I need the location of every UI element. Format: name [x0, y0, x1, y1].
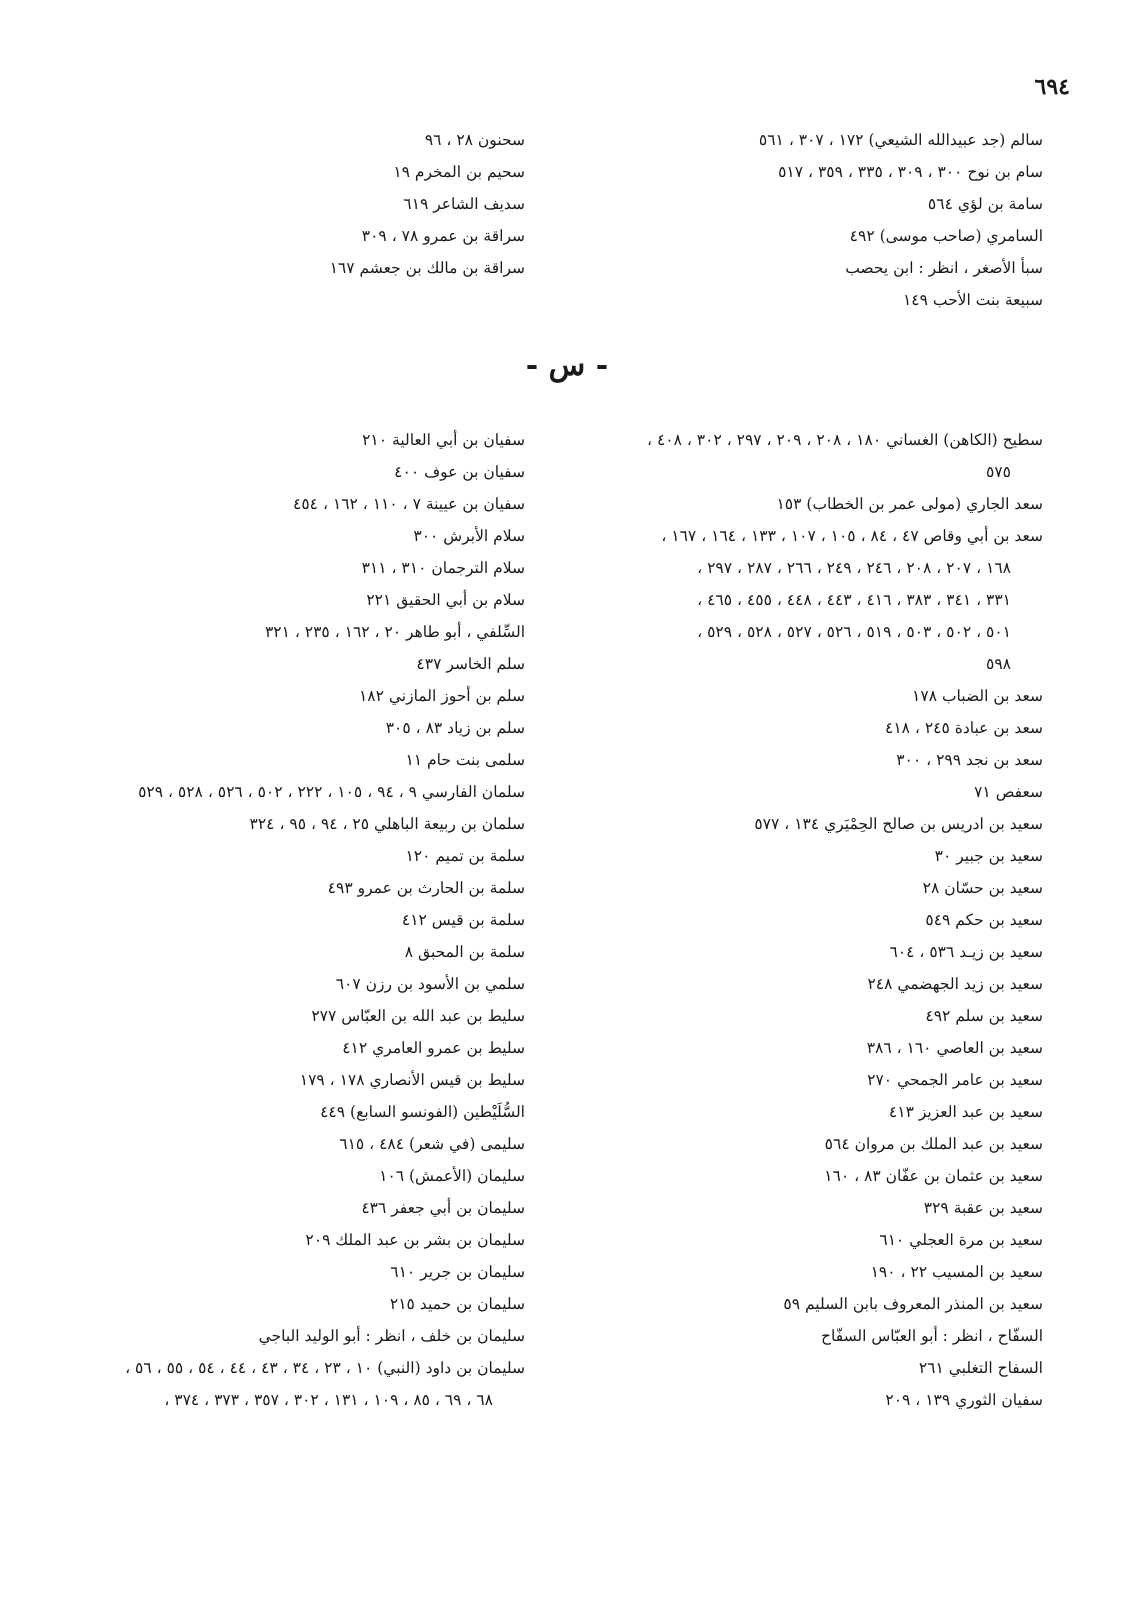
index-entry: سعيد بن زيـد ٥٣٦ ، ٦٠٤ — [889, 943, 1043, 961]
index-entry: سعيد بن زيد الجهضمي ٢٤٨ — [867, 975, 1043, 993]
index-entry: سعد بن الضباب ١٧٨ — [912, 687, 1043, 705]
index-entry-continuation: ٦٨ ، ٦٩ ، ٨٥ ، ١٠٩ ، ١٣١ ، ٣٠٢ ، ٣٥٧ ، ٣٧٣ ، ٣٧٤ ، — [164, 1391, 493, 1409]
index-entry: سديف الشاعر ٦١٩ — [403, 195, 525, 213]
index-entry: سليمان بن خلف ، انظر : أبو الوليد الباجي — [258, 1327, 525, 1345]
index-entry: السامري (صاحب موسى) ٤٩٢ — [849, 227, 1043, 245]
index-entry: سلم بن زياد ٨٣ ، ٣٠٥ — [385, 719, 525, 737]
index-entry: سعد بن عبادة ٢٤٥ ، ٤١٨ — [885, 719, 1043, 737]
index-entry: سعيد بن جبير ٣٠ — [934, 847, 1043, 865]
index-entry: سعد بن نجد ٢٩٩ ، ٣٠٠ — [896, 751, 1043, 769]
index-entry-continuation: ١٦٨ ، ٢٠٧ ، ٢٠٨ ، ٢٤٦ ، ٢٤٩ ، ٢٦٦ ، ٢٨٧ ، ٢٩٧ ، — [697, 559, 1011, 577]
index-entry: سام بن نوح ٣٠٠ ، ٣٠٩ ، ٣٣٥ ، ٣٥٩ ، ٥١٧ — [778, 163, 1043, 181]
index-column-right — [560, 424, 1043, 1416]
index-entry: سعيد بن عامر الجمحي ٢٧٠ — [867, 1071, 1043, 1089]
index-entry: سليط بن عبد الله بن العبّاس ٢٧٧ — [311, 1007, 525, 1025]
index-entry: سعيد بن المسيب ٢٢ ، ١٩٠ — [870, 1263, 1043, 1281]
index-entry: سبيعة بنت الأحب ١٤٩ — [902, 291, 1043, 309]
section-heading: - س - — [525, 348, 609, 383]
index-entry: سليط بن عمرو العامري ٤١٢ — [342, 1039, 525, 1057]
index-entry: سعيد بن مرة العجلي ٦١٠ — [879, 1231, 1043, 1249]
index-entry: سطيح (الكاهن) الغساني ١٨٠ ، ٢٠٨ ، ٢٠٩ ، ٢٩٧ ، ٣٠٢ ، ٤٠٨ ، — [647, 431, 1043, 449]
index-entry: سلمي بن الأسود بن رزن ٦٠٧ — [335, 975, 525, 993]
index-entry: سليمان بن حميد ٢١٥ — [389, 1295, 525, 1313]
index-entry: سراقة بن مالك بن جعشم ١٦٧ — [329, 259, 525, 277]
index-entry: سفيان بن عيينة ٧ ، ١١٠ ، ١٦٢ ، ٤٥٤ — [293, 495, 525, 513]
index-entry: السِّلفي ، أبو طاهر ٢٠ ، ١٦٢ ، ٢٣٥ ، ٣٢١ — [264, 623, 525, 641]
index-entry: سراقة بن عمرو ٧٨ ، ٣٠٩ — [361, 227, 525, 245]
index-entry: سفيان بن أبي العالية ٢١٠ — [362, 431, 525, 449]
index-entry: سليمان (الأعمش) ١٠٦ — [379, 1167, 525, 1185]
index-column-top-right — [560, 124, 1043, 316]
index-entry: سليمان بن داود (النبي) ١٠ ، ٢٣ ، ٣٤ ، ٤٣ ، ٤٤ ، ٥٤ ، ٥٥ ، ٥٦ ، — [125, 1359, 525, 1377]
index-column-left — [40, 424, 525, 1416]
index-entry-continuation: ٥٩٨ — [986, 655, 1011, 673]
index-entry: سعيد بن عثمان بن عفّان ٨٣ ، ١٦٠ — [824, 1167, 1043, 1185]
index-entry: سبأ الأصغر ، انظر : ابن يحصب — [845, 259, 1043, 277]
index-entry: سليمى (في شعر) ٤٨٤ ، ٦١٥ — [339, 1135, 525, 1153]
index-entry: سلم الخاسر ٤٣٧ — [416, 655, 525, 673]
index-entry: سعيد بن عقبة ٣٢٩ — [923, 1199, 1043, 1217]
index-column-top-left — [40, 124, 525, 284]
index-entry-continuation: ٣٣١ ، ٣٤١ ، ٣٨٣ ، ٤١٦ ، ٤٤٣ ، ٤٤٨ ، ٤٥٥ ، ٤٦٥ ، — [697, 591, 1011, 609]
index-entry: سعيد بن حسّان ٢٨ — [922, 879, 1043, 897]
index-entry: سعد بن أبي وقاص ٤٧ ، ٨٤ ، ١٠٥ ، ١٠٧ ، ١٣٣ ، ١٦٤ ، ١٦٧ ، — [661, 527, 1043, 545]
index-entry: سعيد بن سلم ٤٩٢ — [925, 1007, 1043, 1025]
index-entry: سعيد بن المنذر المعروف بابن السليم ٥٩ — [783, 1295, 1043, 1313]
index-entry: سلمة بن قيس ٤١٢ — [401, 911, 525, 929]
index-entry: سليمان بن أبي جعفر ٤٣٦ — [361, 1199, 525, 1217]
index-entry: السفاح التغلبي ٢٦١ — [918, 1359, 1043, 1377]
index-entry: سلام بن أبي الحقيق ٢٢١ — [366, 591, 525, 609]
index-entry: سعيد بن عبد العزيز ٤١٣ — [888, 1103, 1043, 1121]
index-entry: سليط بن قيس الأنصاري ١٧٨ ، ١٧٩ — [299, 1071, 525, 1089]
index-entry: سلم بن أحوز المازني ١٨٢ — [358, 687, 525, 705]
index-entry: سلمة بن المحبق ٨ — [404, 943, 525, 961]
index-entry: سعيد بن العاصي ١٦٠ ، ٣٨٦ — [866, 1039, 1043, 1057]
index-entry: سلام الترجمان ٣١٠ ، ٣١١ — [361, 559, 525, 577]
index-entry: سحنون ٢٨ ، ٩٦ — [424, 131, 525, 149]
index-entry: سفيان الثوري ١٣٩ ، ٢٠٩ — [885, 1391, 1043, 1409]
index-entry: سحيم بن المخرم ١٩ — [393, 163, 525, 181]
index-entry: سعد الجاري (مولى عمر بن الخطاب) ١٥٣ — [776, 495, 1043, 513]
index-entry: سعيد بن عبد الملك بن مروان ٥٦٤ — [824, 1135, 1043, 1153]
index-entry: السُّلَيْطين (الفونسو السابع) ٤٤٩ — [320, 1103, 525, 1121]
index-entry: سلمة بن الحارث بن عمرو ٤٩٣ — [327, 879, 525, 897]
index-entry: سلام الأبرش ٣٠٠ — [413, 527, 525, 545]
index-entry: سعيد بن ادريس بن صالح الحِمْيَري ١٣٤ ، ٥٧٧ — [754, 815, 1043, 833]
index-entry-continuation: ٥٠١ ، ٥٠٢ ، ٥٠٣ ، ٥١٩ ، ٥٢٦ ، ٥٢٧ ، ٥٢٨ ، ٥٢٩ ، — [697, 623, 1011, 641]
index-entry: سلمة بن تميم ١٢٠ — [405, 847, 525, 865]
index-entry: سلمان الفارسي ٩ ، ٩٤ ، ١٠٥ ، ٢٢٢ ، ٥٠٢ ، ٥٢٦ ، ٥٢٨ ، ٥٢٩ — [138, 783, 525, 801]
index-entry: السفّاح ، انظر : أبو العبّاس السفّاح — [821, 1327, 1043, 1345]
index-entry: سليمان بن بشر بن عبد الملك ٢٠٩ — [305, 1231, 525, 1249]
index-entry-continuation: ٥٧٥ — [986, 463, 1011, 481]
index-entry: سالم (جد عبيدالله الشيعي) ١٧٢ ، ٣٠٧ ، ٥٦١ — [758, 131, 1043, 149]
index-entry: سلمان بن ربيعة الباهلي ٢٥ ، ٩٤ ، ٩٥ ، ٣٢٤ — [249, 815, 525, 833]
index-entry: سامة بن لؤي ٥٦٤ — [927, 195, 1043, 213]
index-entry: سلمى بنت حام ١١ — [405, 751, 525, 769]
page-number: ٦٩٤ — [1034, 74, 1070, 100]
index-entry: سفيان بن عوف ٤٠٠ — [394, 463, 525, 481]
index-entry: سعيد بن حكم ٥٤٩ — [925, 911, 1043, 929]
index-entry: سعفص ٧١ — [974, 783, 1043, 801]
index-entry: سليمان بن جرير ٦١٠ — [390, 1263, 525, 1281]
